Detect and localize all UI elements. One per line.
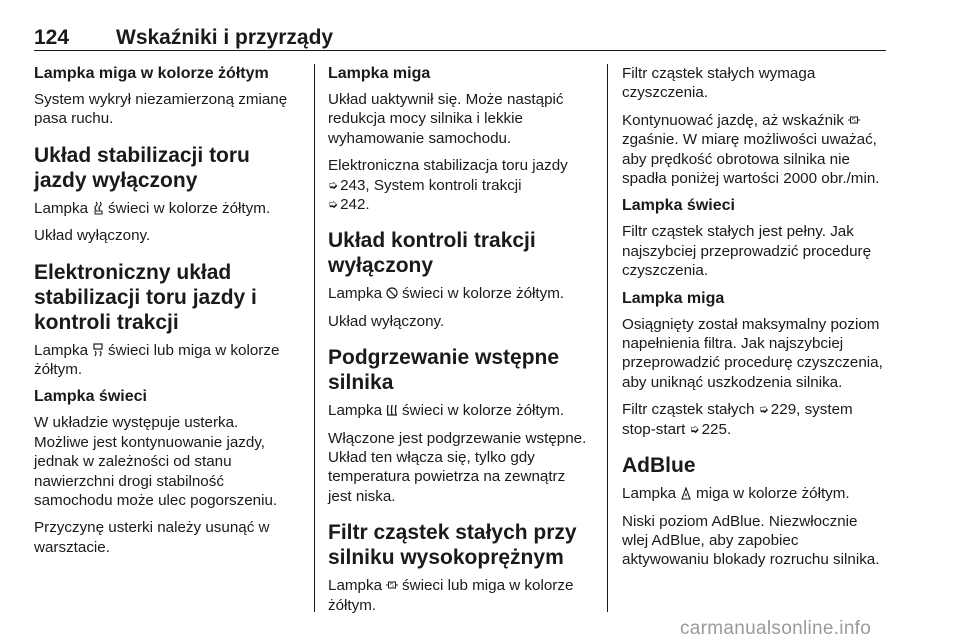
column-1 — [34, 64, 296, 565]
glow-plug-icon — [386, 403, 398, 417]
paragraph: Filtr cząstek stałych jest pełny. Jak najszybciej przeprowadzić procedurę czyszczenia. — [622, 223, 872, 280]
watermark: carmanualsonline.info — [680, 618, 872, 639]
text: Lampka — [328, 285, 383, 303]
diesel-particle-filter-icon — [386, 578, 398, 592]
paragraph: Układ wyłączony. — [34, 227, 151, 245]
text: Lampka — [328, 402, 383, 420]
page-reference[interactable]: 242 — [340, 196, 366, 214]
reference-arrow-icon: ➭ — [689, 421, 700, 436]
paragraph — [34, 341, 296, 380]
paragraph — [328, 284, 590, 303]
text: , System kontroli trakcji — [365, 176, 522, 194]
text: zgaśnie. W miarę możliwości uważać, aby prędkość obrotowa silnika nie spadła poniżej wartości 2000 obr./min. — [622, 131, 880, 188]
paragraph: Niski poziom AdBlue. Niezwłocznie wlej AdBlue, aby zapobiec aktywowaniu blokady rozruchu silnika. — [622, 512, 880, 569]
paragraph: Elektroniczna stabilizacja toru jazdy ➭ 243, System kontroli trakcji ➭ 242. — [328, 157, 568, 214]
text: Elektroniczna stabilizacja toru jazdy — [328, 157, 568, 175]
page-reference[interactable]: 225 — [701, 420, 727, 438]
text: Lampka — [622, 485, 677, 503]
paragraph — [328, 401, 590, 420]
page-reference[interactable]: 243 — [340, 176, 366, 194]
page-header — [34, 22, 886, 51]
paragraph: Układ uaktywnił się. Może nastąpić redukcja mocy silnika i lekkie wyhamowanie samochodu. — [328, 91, 564, 147]
paragraph: System wykrył niezamierzoną zmianę pasa ruchu. — [34, 91, 288, 128]
section-heading: Lampka świeci — [34, 388, 147, 406]
text: , system stop-start — [622, 401, 853, 438]
section-title: AdBlue — [622, 454, 696, 478]
paragraph: Przyczynę usterki należy usunąć w warsztacie. — [34, 519, 270, 556]
section-heading: Lampka miga — [622, 289, 725, 307]
section-heading: Lampka miga — [328, 65, 431, 82]
paragraph — [622, 111, 884, 189]
section-heading: Lampka świeci — [622, 197, 735, 215]
reference-arrow-icon: ➭ — [328, 177, 339, 192]
paragraph — [34, 199, 296, 218]
section-title: Filtr cząstek stałych przy silniku wysokoprężnym — [328, 521, 577, 570]
page-number: 124 — [34, 26, 70, 49]
text: świeci w kolorze żółtym. — [402, 402, 565, 420]
paragraph: Osiągnięty został maksymalny poziom napełnienia filtra. Jak najszybciej przeprowadzić procedurę czyszczenia, aby uniknąć uszkodzenia silnika. — [622, 315, 883, 391]
section-title: Układ kontroli trakcji wyłączony — [328, 229, 536, 278]
paragraph: W układzie występuje usterka. Możliwe jest kontynuowanie jazdy, jednak w zależności od stanu nawierzchni drogi stabilność samochodu może ulec pogorszeniu. — [34, 414, 278, 510]
column-divider — [607, 64, 608, 612]
column-2 — [328, 64, 590, 623]
paragraph — [622, 400, 884, 439]
text: Lampka — [34, 199, 89, 217]
column-divider — [314, 64, 315, 612]
diesel-particle-filter-icon — [848, 113, 860, 127]
text: Lampka — [328, 577, 383, 595]
paragraph — [328, 576, 590, 615]
section-title: Elektroniczny układ stabilizacji toru jazdy i kontroli trakcji — [34, 260, 257, 334]
traction-control-off-icon — [386, 286, 398, 300]
esp-icon — [92, 343, 104, 357]
text: miga w kolorze żółtym. — [696, 485, 850, 503]
section-title: Podgrzewanie wstępne silnika — [328, 346, 560, 395]
section-title: Układ stabilizacji toru jazdy wyłączony — [34, 143, 250, 192]
reference-arrow-icon: ➭ — [758, 402, 769, 417]
section-heading: Lampka miga w kolorze żółtym — [34, 65, 269, 82]
paragraph — [622, 484, 884, 503]
page-reference[interactable]: 229 — [770, 401, 797, 419]
text: świeci w kolorze żółtym. — [108, 199, 271, 217]
paragraph: Włączone jest podgrzewanie wstępne. Układ ten włącza się, tylko gdy temperatura powietrza na zewnątrz jest niska. — [328, 429, 587, 505]
esp-off-icon — [92, 201, 104, 215]
text: świeci lub miga w kolorze żółtym. — [328, 577, 574, 614]
chapter-title: Wskaźniki i przyrządy — [116, 26, 334, 49]
paragraph: Układ wyłączony. — [328, 312, 445, 330]
reference-arrow-icon: ➭ — [328, 197, 339, 212]
adblue-icon — [680, 486, 692, 500]
text: . — [726, 420, 732, 438]
paragraph: Filtr cząstek stałych wymaga czyszczenia. — [622, 65, 816, 102]
text: Filtr cząstek stałych — [622, 401, 755, 419]
text: świeci w kolorze żółtym. — [402, 285, 565, 303]
text: świeci lub miga w kolorze żółtym. — [34, 341, 280, 379]
column-3 — [622, 64, 884, 578]
text: Kontynuować jazdę, aż wskaźnik — [622, 111, 845, 129]
text: Lampka — [34, 341, 89, 359]
